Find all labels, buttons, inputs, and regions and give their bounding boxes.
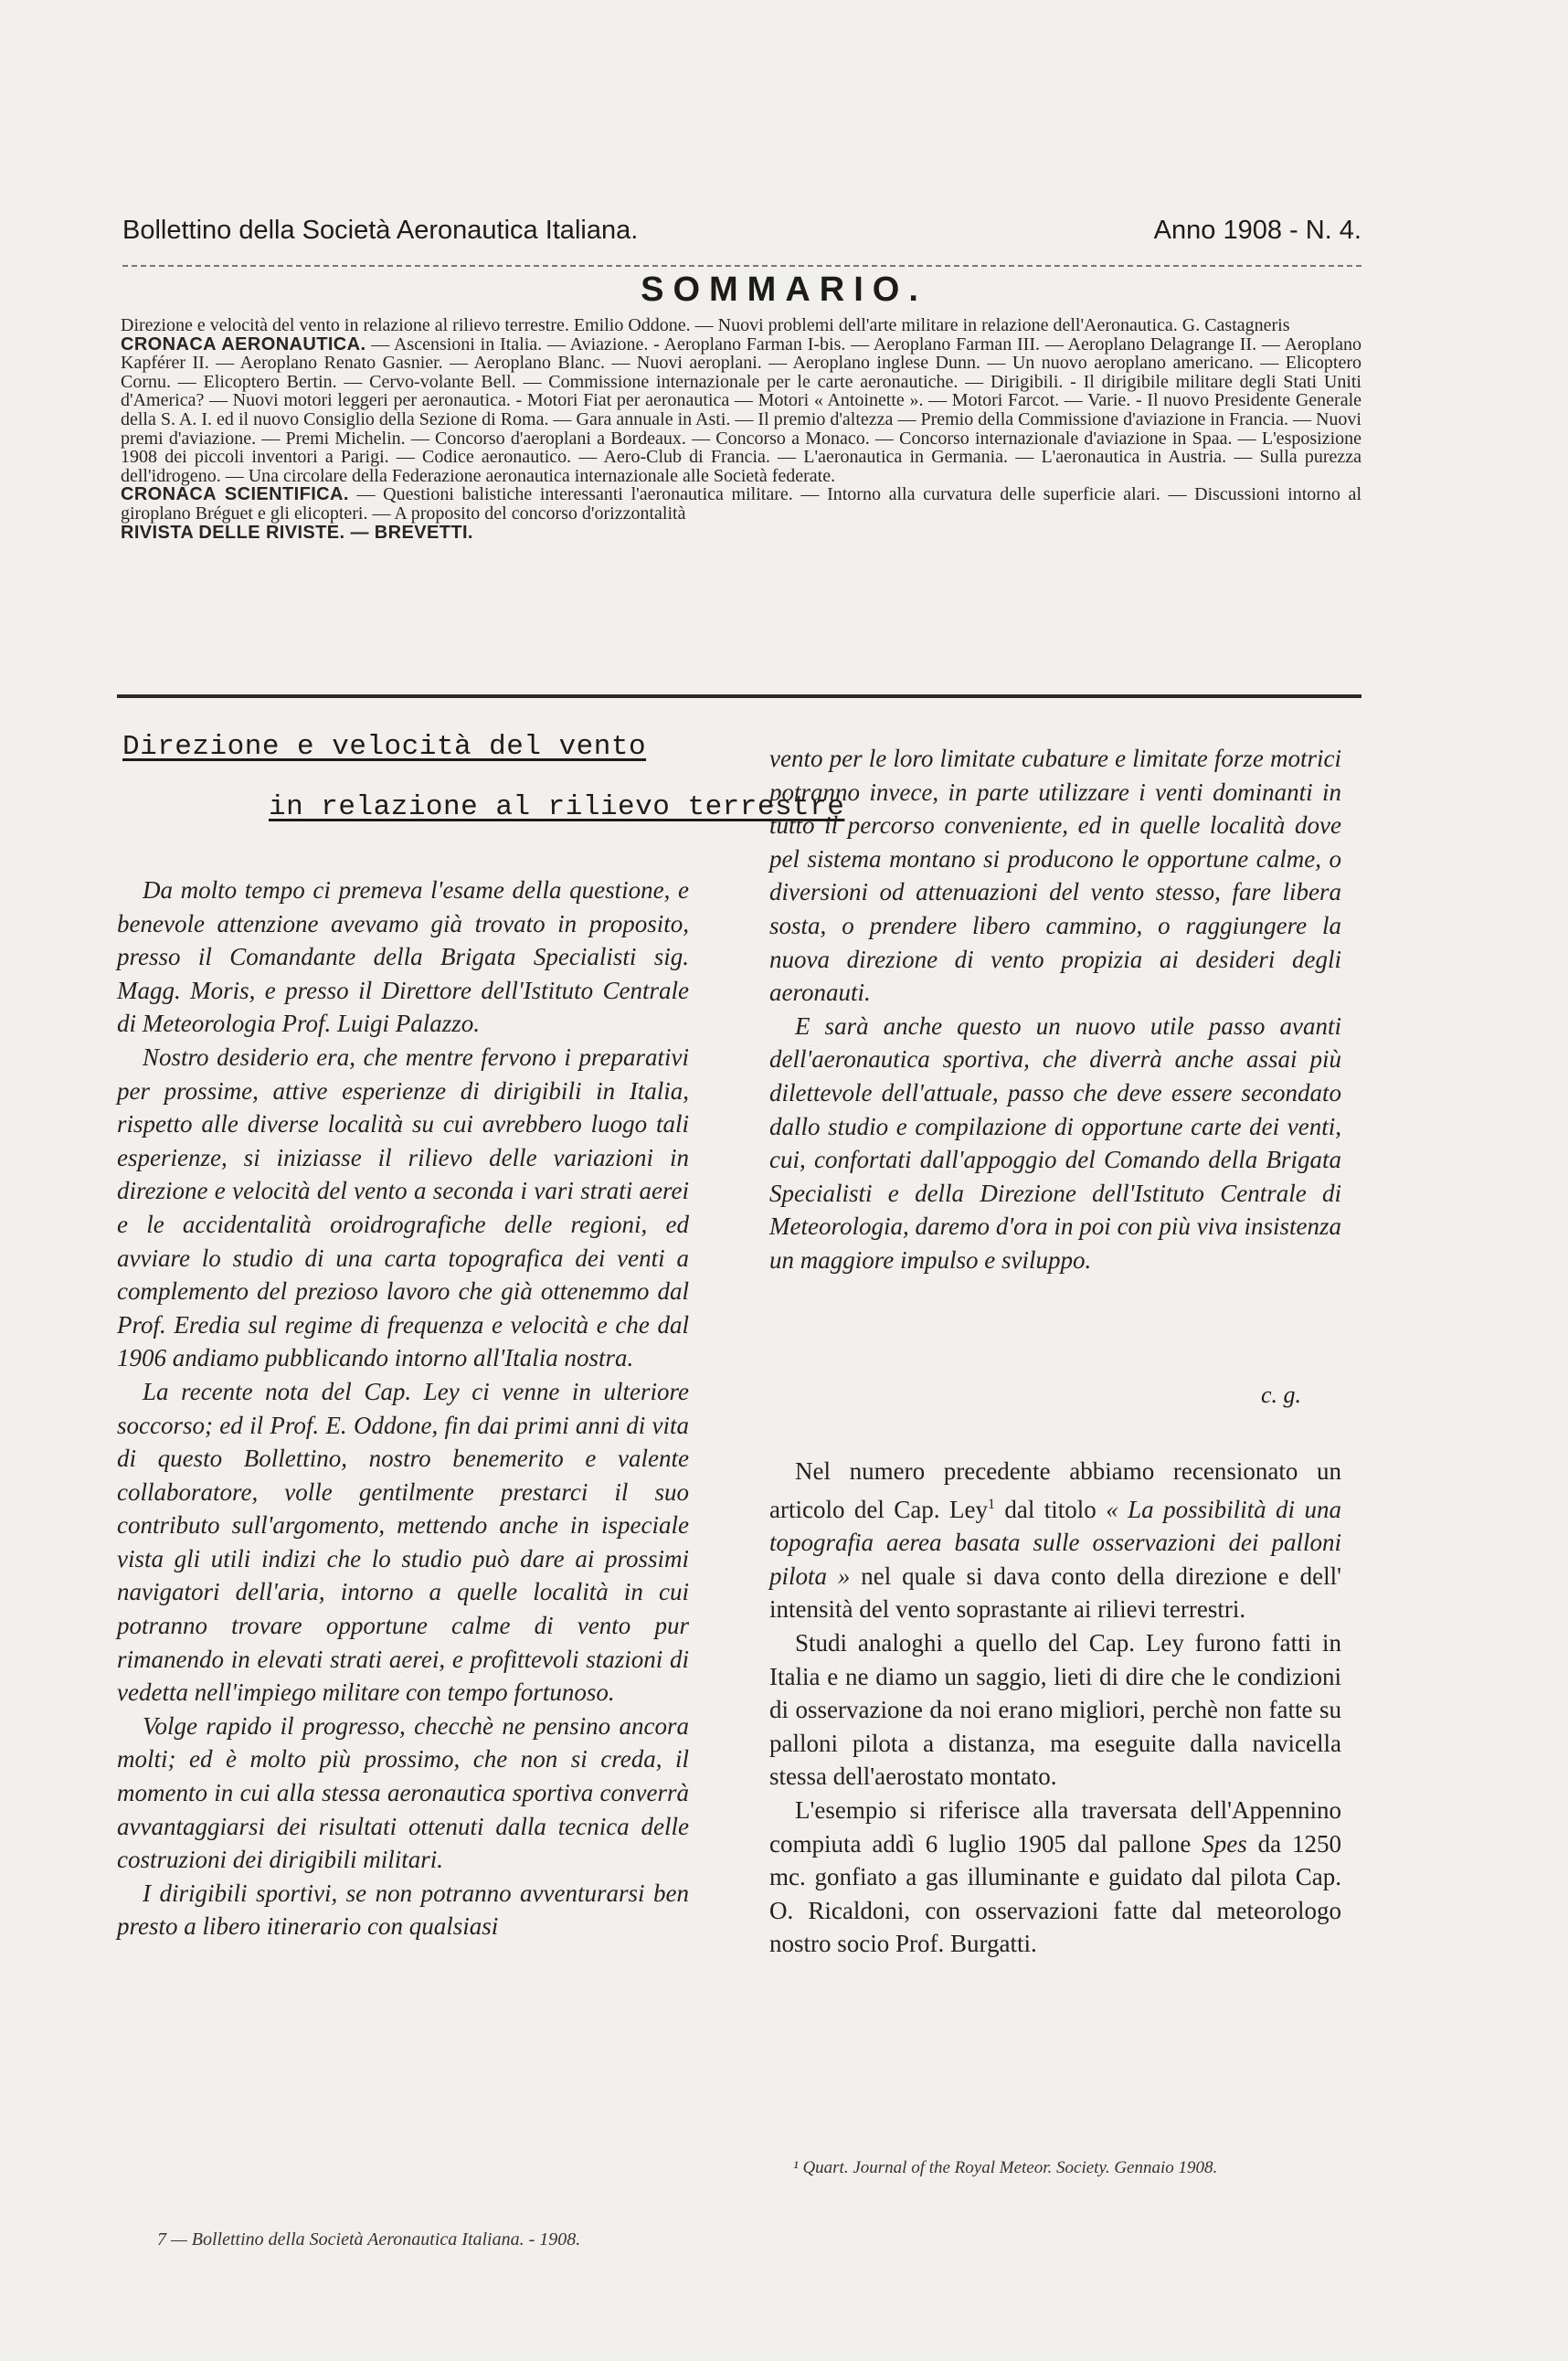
author-signature: c. g. xyxy=(1261,1382,1302,1408)
left-column xyxy=(117,873,689,1943)
toc-section-text: — Ascensioni in Italia. — Aviazione. - Aeroplano Farman I-bis. — Aeroplano Farman III. — Aeroplano Delagrange II. — Aeroplano Kapférer II. — Aeroplano Renato Gasnier. — Aeroplano Blanc. — Nuovi aeroplani. — Aeroplano inglese Dunn. — Un nuovo aeroplano americano. — Elicoptero Cornu. — Elicoptero Bertin. — Cervo-volante Bell. — Commissione internazionale per le carte aeronautiche. — Dirigibili. - Il dirigibile militare degli Stati Uniti d'America? — Nuovi motori leggeri per aeronautica. - Motori Fiat per aeronautica — Motori « Antoinette ». — Motori Farcot. — Varie. - Il nuovo Presidente Generale della S. A. I. ed il nuovo Consiglio della Sezione di Roma. — Gara annuale in Asti. — Il premio d'altezza — Premio della Commissione d'aviazione in Francia. — Nuovi premi d'aviazione. — Premi Michelin. — Concorso d'aeroplani a Bordeaux. — Concorso a Monaco. — Concorso internazionale d'aviazione in Spaa. — L'esposizione 1908 dei piccoli inventori a Parigi. — Codice aeronautico. — Aero-Club di Francia. — L'aeronautica in Germania. — L'aeronautica in Austria. — Sulla purezza dell'idrogeno. — Una circolare della Federazione aeronautica internazionale alle Società federate. xyxy=(121,334,1362,486)
paragraph: vento per le loro limitate cubature e limitate forze motrici potranno invece, in parte utilizzare i venti dominanti in tutto il percorso conveniente, ed in quelle località dove pel sistema montano si producono le opportune calme, o diversioni od attenuazioni del vento stesso, fare libera sosta, o prendere libero cammino, o raggiungere la nuova direzione di vento propizia ai desideri degli aeronauti. xyxy=(769,745,1341,1007)
running-header xyxy=(122,216,1361,246)
table-of-contents xyxy=(121,316,1361,542)
paragraph: I dirigibili sportivi, se non potranno avventurarsi ben presto a libero itinerario con qualsiasi xyxy=(117,1879,689,1941)
paragraph: L'esempio si riferisce alla traversata dell'Appennino compiuta addì 6 luglio 1905 dal pallone Spes da 1250 mc. gonfiato a gas illuminante e guidato dal pilota Cap. O. Ricaldoni, con osservazioni fatte dal meteorologo nostro socio Prof. Burgatti. xyxy=(769,1795,1342,1958)
header-divider xyxy=(122,265,1361,267)
toc-section-label: CRONACA AERONAUTICA. xyxy=(121,334,366,355)
article-title-line1: Direzione e velocità del vento xyxy=(122,731,647,763)
paragraph: Da molto tempo ci premeva l'esame della questione, e benevole attenzione avevamo già trovato in proposito, presso il Comandante della Brigata Specialisti sig. Magg. Moris, e presso il Direttore dell'Istituto Centrale di Meteorologia Prof. Luigi Palazzo. xyxy=(117,876,689,1038)
toc-cronaca-scientifica xyxy=(121,485,1361,523)
sommario-title: SOMMARIO. xyxy=(641,270,927,309)
footnote: ¹ Quart. Journal of the Royal Meteor. Society. Gennaio 1908. xyxy=(793,2158,1218,2177)
page-footer: 7 — Bollettino della Società Aeronautica Italiana. - 1908. xyxy=(157,2229,581,2250)
cited-title: « La possibilità di una topografia aerea basata sulle osservazioni dei palloni pilota » xyxy=(769,1495,1341,1590)
paragraph: Nel numero precedente abbiamo recensionato un articolo del Cap. Ley$^1$ dal titolo « La possibilità di una topografia aerea basata sulle osservazioni dei palloni pilota » nel quale si dava conto della direzione e dell' intensità del vento soprastante ai rilievi terrestri. xyxy=(769,1457,1341,1624)
paragraph: Nostro desiderio era, che mentre fervono i preparativi per prossime, attive esperienze di dirigibili in Italia, rispetto alle diverse località su cui avrebbero luogo tali esperienze, si iniziasse il rilievo delle variazioni in direzione e velocità del vento a seconda i vari strati aerei e le accidentalità oroidrografiche delle regioni, ed avviare lo studio di una carta topografica dei venti a complemento del prezioso lavoro che già ottenemmo dal Prof. Eredia sul regime di frequenza e velocità e che dal 1906 andiamo pubblicando intorno all'Italia nostra. xyxy=(117,1043,689,1372)
toc-line-first: Direzione e velocità del vento in relazione al rilievo terrestre. Emilio Oddone. — Nuovi problemi dell'arte militare in relazione dell'Aeronautica. G. Castagneris xyxy=(121,315,1290,335)
issue-number: Anno 1908 - N. 4. xyxy=(1153,216,1361,245)
paragraph: Volge rapido il progresso, checchè ne pensino ancora molti; ed è molto più prossimo, che non si creda, il momento in cui alla stessa aeronautica sportiva converrà avvantaggiarsi dei risultati ottenuti dalla tecnica delle costruzioni dei dirigibili militari. xyxy=(117,1711,689,1874)
toc-rivista: RIVISTA DELLE RIVISTE. — BREVETTI. xyxy=(121,522,473,543)
balloon-name: Spes xyxy=(1202,1829,1247,1858)
article-title-line2: in relazione al rilievo terrestre xyxy=(269,791,845,823)
footnote-marker: 1 xyxy=(987,1496,995,1512)
right-column-italic xyxy=(769,742,1341,1277)
right-column-roman xyxy=(769,1455,1341,1961)
paragraph: La recente nota del Cap. Ley ci venne in ulteriore soccorso; ed il Prof. E. Oddone, fin dai primi anni di vita di questo Bollettino, nostro benemerito e valente collaboratore, volle gentilmente prestarci il suo contributo sull'argomento, mettendo anche in ispeciale vista gli utili indizi che lo studio può dare ai prossimi navigatori dell'aria, intorno a quelle località in cui potranno trovare opportune calme di vento pur rimanendo in elevati strati aerei, e profittevoli stazioni di vedetta nell'impiego militare con tempo fortunoso. xyxy=(117,1377,689,1707)
toc-section-label: CRONACA SCIENTIFICA. xyxy=(121,484,349,505)
toc-section-text: — Questioni balistiche interessanti l'aeronautica militare. — Intorno alla curvatura delle superficie alari. — Discussioni intorno al giroplano Bréguet e gli elicopteri. — A proposito del concorso d'orizzontalità xyxy=(121,484,1361,524)
paragraph: Studi analoghi a quello del Cap. Ley furono fatti in Italia e ne diamo un saggio, lieti di dire che le condizioni di osservazione da noi erano migliori, perchè non fatte su palloni pilota a distanza, ma eseguite dalla navicella stessa dell'aerostato montato. xyxy=(769,1628,1341,1791)
section-divider xyxy=(117,694,1361,698)
toc-cronaca-aeronautica xyxy=(121,335,1361,486)
journal-title: Bollettino della Società Aeronautica Italiana. xyxy=(122,216,639,245)
paragraph: E sarà anche questo un nuovo utile passo avanti dell'aeronautica sportiva, che diverrà anche assai più dilettevole dell'attuale, passo che deve essere secondato dallo studio e compilazione di opportune carte dei venti, cui, confortati dall'appoggio del Comando della Brigata Specialisti e della Direzione dell'Istituto Centrale di Meteorologia, daremo d'ora in poi con più viva insistenza un maggiore impulso e sviluppo. xyxy=(769,1011,1341,1274)
